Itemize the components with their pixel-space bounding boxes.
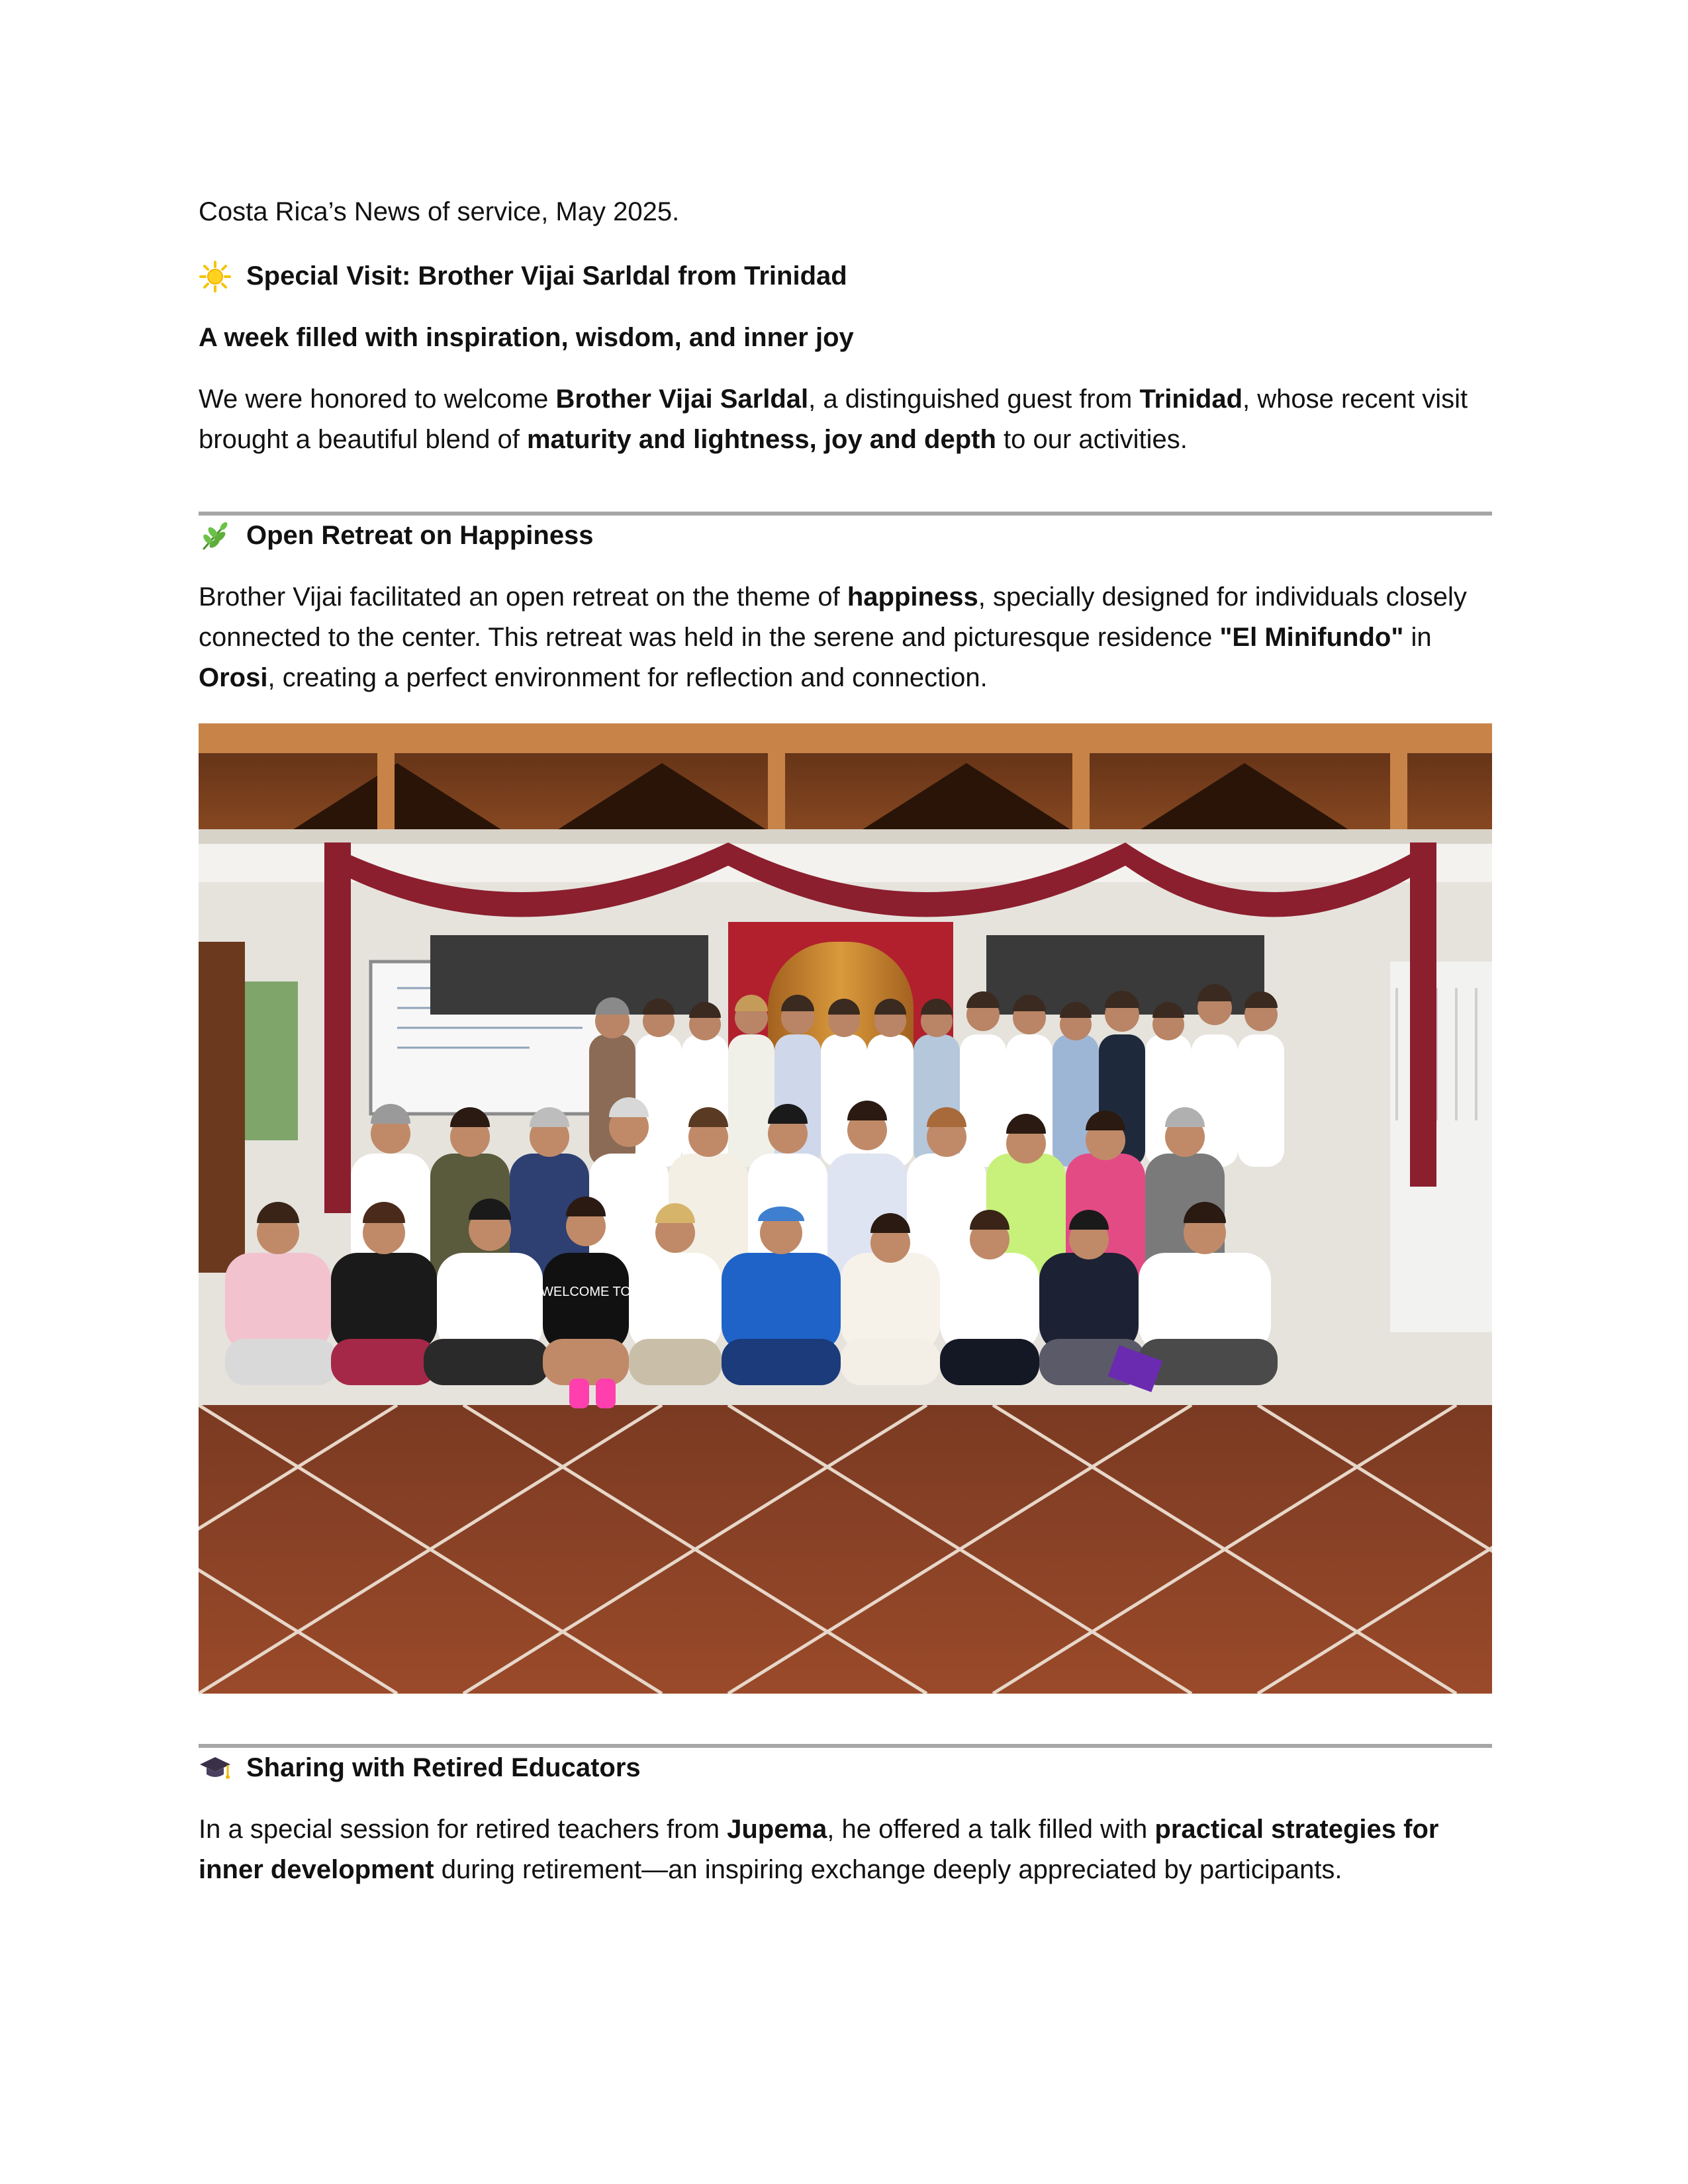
- group-photo: [199, 723, 1492, 1694]
- special-visit-subheading: A week filled with inspiration, wisdom, and inner joy: [199, 323, 854, 352]
- retreat-body: Brother Vijai facilitated an open retreat on the theme of happiness, specially designed for individuals closely connected to the center. This retreat was held in the serene and picturesque residence "El Minifundo" in Orosi, creating a perfect environment for reflection and connection.: [199, 582, 1467, 692]
- herb-icon: [199, 520, 232, 553]
- educators-heading: [199, 1748, 1492, 1788]
- special-visit-title: Special Visit: Brother Vijai Sarldal from Trinidad: [246, 261, 847, 291]
- special-visit-intro: We were honored to welcome Brother Vijai Sarldal, a distinguished guest from Trinidad, whose recent visit brought a beautiful blend of maturity and lightness, joy and depth to our activities.: [199, 385, 1468, 454]
- graduation-cap-icon: [199, 1752, 232, 1785]
- educators-title: Sharing with Retired Educators: [246, 1753, 641, 1782]
- dateline: Costa Rica’s News of service, May 2025.: [199, 197, 680, 226]
- educators-body: In a special session for retired teachers from Jupema, he offered a talk filled with practical strategies for inner development during retirement—an inspiring exchange deeply appreciated by participants.: [199, 1815, 1439, 1884]
- special-visit-heading: [199, 256, 1492, 296]
- sun-icon: [199, 260, 232, 293]
- retreat-heading: [199, 516, 1492, 556]
- retreat-title: Open Retreat on Happiness: [246, 521, 594, 550]
- photo-shirt-text: WELCOME TO: [541, 1285, 631, 1299]
- newsletter-page: [199, 192, 1492, 1890]
